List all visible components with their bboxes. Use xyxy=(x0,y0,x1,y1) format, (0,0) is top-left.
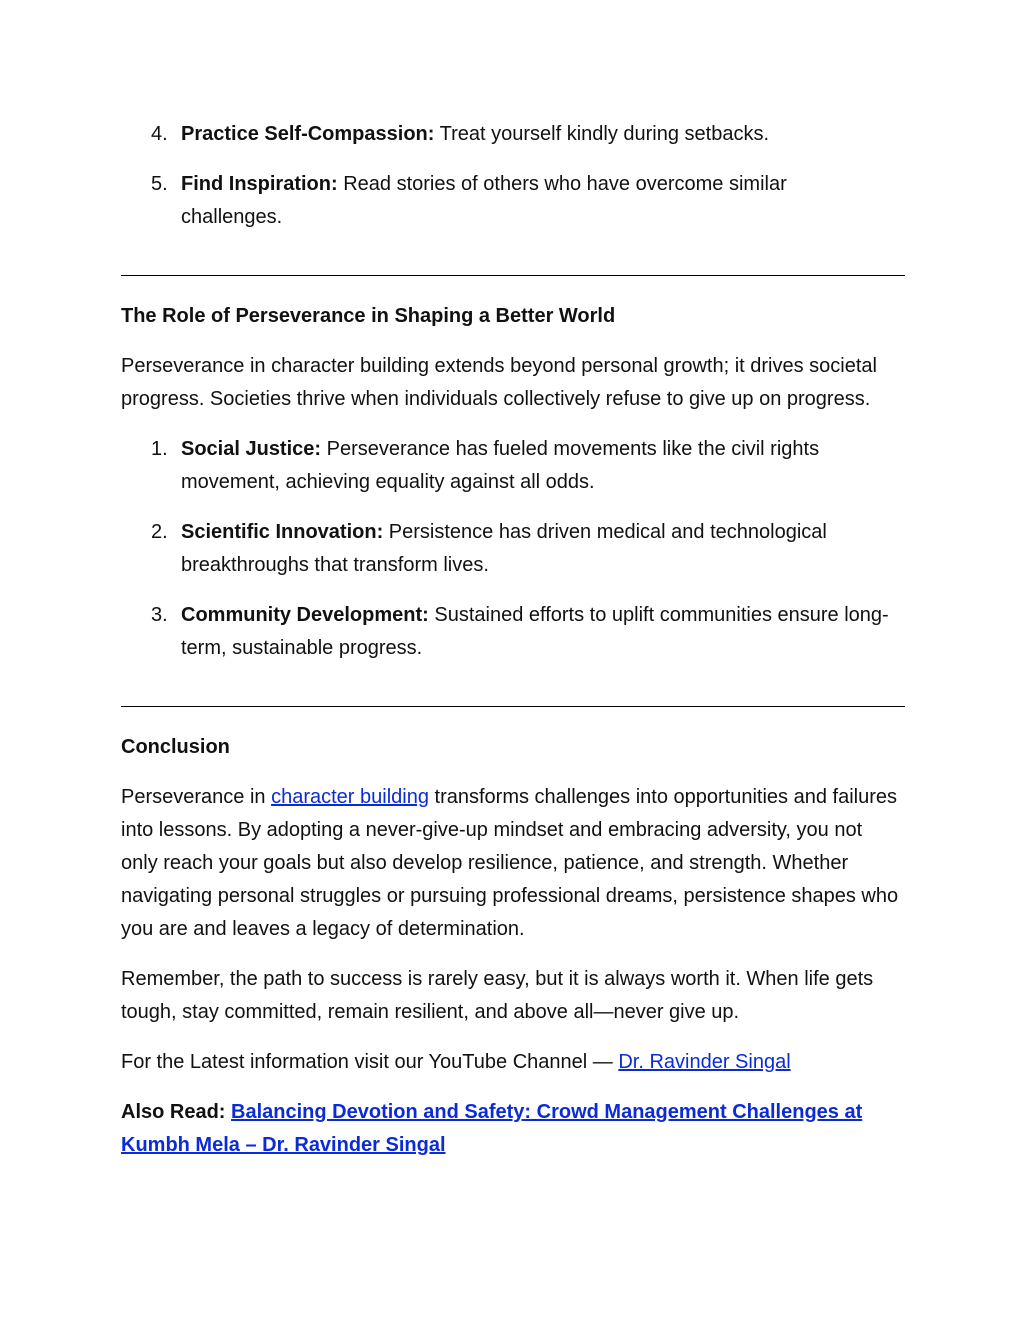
list-item-text: Perseverance has fueled movements like the civil rights movement, achieving equality against all odds. xyxy=(181,438,820,493)
section-divider xyxy=(121,275,905,276)
conclusion-text-end: transforms challenges into opportunities and failures into lessons. By adopting a never-give-up mindset and embracing adversity, you not only reach your goals but also develop resilience, patience, and strength. Whether navigating personal struggles or pursuing professional dreams, persistence shapes who you are and leaves a legacy of determination. xyxy=(121,786,899,940)
youtube-text: For the Latest information visit our YouTube Channel — xyxy=(121,1051,619,1073)
list-item-text: Treat yourself kindly during setbacks. xyxy=(434,123,770,145)
section-divider xyxy=(121,706,905,707)
conclusion-heading: Conclusion xyxy=(121,736,230,758)
tips-list xyxy=(121,118,905,234)
conclusion-text-start: Perseverance in xyxy=(121,786,272,808)
character-building-link[interactable]: character building xyxy=(271,786,429,808)
list-number: 3. xyxy=(151,604,168,626)
list-number: 2. xyxy=(151,521,168,543)
list-item-text: Read stories of others who have overcome similar challenges. xyxy=(181,173,787,228)
list-item-text: Persistence has driven medical and technological breakthroughs that transform lives. xyxy=(181,521,827,576)
list-number: 5. xyxy=(151,173,168,195)
also-read-label: Also Read: xyxy=(121,1101,226,1123)
section-heading: The Role of Perseverance in Shaping a Better World xyxy=(121,305,616,327)
list-item xyxy=(121,516,901,582)
closing-paragraph: Remember, the path to success is rarely easy, but it is always worth it. When life gets tough, stay committed, remain resilient, and above all—never give up. xyxy=(121,968,874,1023)
list-number: 1. xyxy=(151,438,168,460)
list-item xyxy=(121,599,921,665)
conclusion-paragraph xyxy=(121,781,901,946)
document-page xyxy=(121,118,905,1162)
list-item xyxy=(121,118,905,151)
list-item-title: Social Justice: xyxy=(181,438,322,460)
list-number: 4. xyxy=(151,123,168,145)
list-item xyxy=(121,433,881,499)
list-item xyxy=(121,168,881,234)
list-item-text: Sustained efforts to uplift communities ensure long-term, sustainable progress. xyxy=(181,604,889,659)
section-intro: Perseverance in character building extends beyond personal growth; it drives societal progress. Societies thrive when individuals collectively refuse to give up on progress. xyxy=(121,355,877,410)
list-item-title: Find Inspiration: xyxy=(181,173,338,195)
impact-list xyxy=(121,433,905,665)
youtube-channel-link[interactable]: Dr. Ravinder Singal xyxy=(618,1051,791,1073)
list-item-title: Practice Self-Compassion: xyxy=(181,123,435,145)
also-read-link[interactable]: Balancing Devotion and Safety: Crowd Management Challenges at Kumbh Mela – Dr. Ravinder Singal xyxy=(121,1101,863,1156)
youtube-paragraph xyxy=(121,1046,905,1079)
list-item-title: Scientific Innovation: xyxy=(181,521,384,543)
also-read-paragraph xyxy=(121,1096,891,1162)
list-item-title: Community Development: xyxy=(181,604,429,626)
